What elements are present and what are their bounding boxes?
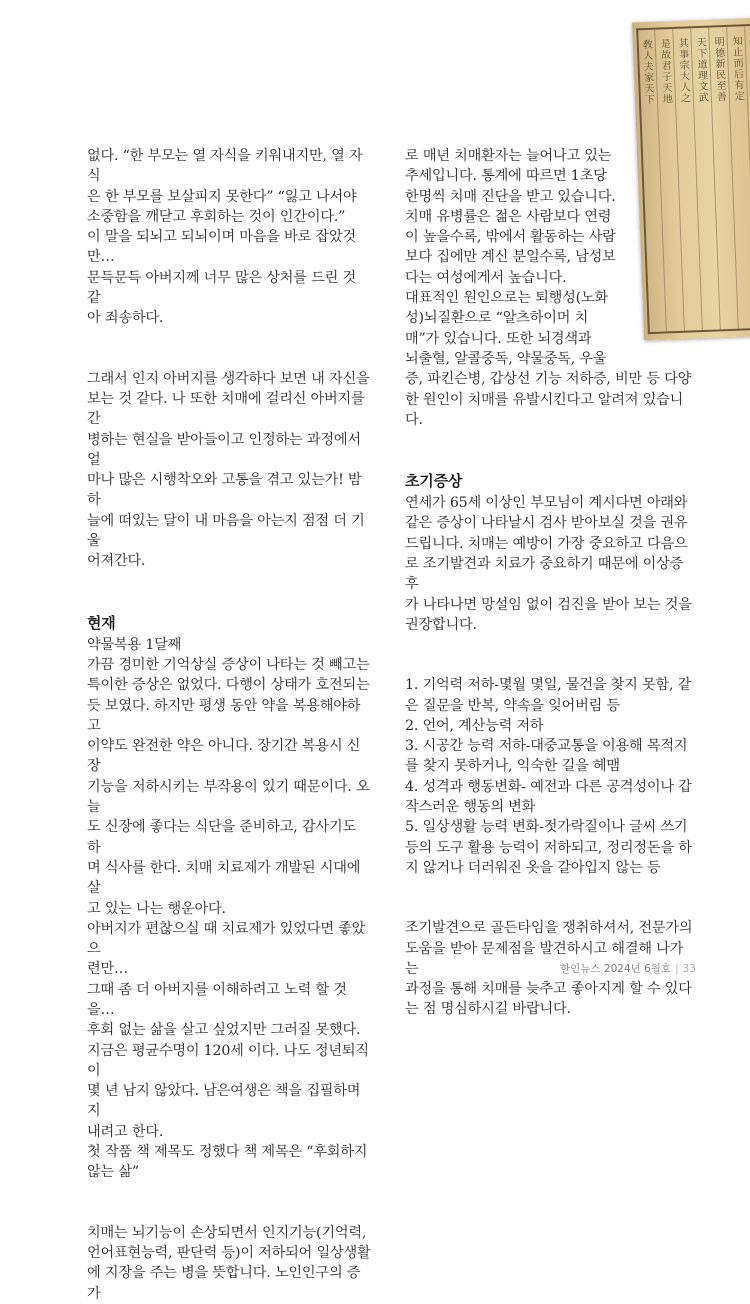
list-item: 작스러운 행동의 변화	[405, 799, 536, 816]
text-line: 치매는 뇌기능이 손상되면서 인지기능(기억력,	[87, 1224, 367, 1241]
publication-name: 한인뉴스 2024년 6월호	[560, 963, 672, 975]
text-line: 대표적인 원인으로는 퇴행성(노화	[405, 290, 609, 307]
text-line: 련만…	[87, 961, 128, 978]
text-line: 아버지가 편찮으실 때 치료제가 있었다면 좋았으	[87, 920, 366, 958]
text-line: 드립니다. 치매는 예방이 가장 중요하고 다음으	[405, 535, 688, 552]
text-line: 가 나타나면 망설임 없이 검진을 받아 보는 것을	[405, 596, 692, 613]
text-line: 도움을 받아 문제점을 발견하시고 해결해 나가는	[405, 940, 684, 977]
intro-paragraph	[87, 146, 373, 329]
text-line: 며 식사를 한다. 치매 치료제가 개발된 시대에 살	[87, 859, 361, 897]
text-line: 은 한 부모를 보살피지 못한다” “잃고 나서야	[87, 188, 357, 205]
text-line: 문득문득 아버지께 너무 많은 상처를 드린 것 같	[87, 269, 356, 307]
text-line: 몇 년 남지 않았다. 남은여생은 책을 집필하며 지	[87, 1083, 361, 1120]
present-paragraph	[87, 635, 373, 1183]
text-line: 특이한 증상은 없었다. 다행이 상태가 호전되는	[87, 677, 370, 694]
text-line: 그때 좀 더 아버지를 이해하려고 노력 할 것을…	[87, 981, 347, 1018]
manuscript-text: 天下道理文武	[696, 37, 710, 104]
text-line: 마나 많은 시행착오와 고통을 겪고 있는가! 밤하	[87, 472, 362, 509]
text-line: 로 조기발견과 치료가 중요하기 때문에 이상증후	[405, 556, 684, 593]
text-line: 약물복용 1달째	[87, 636, 182, 653]
text-line: 연세가 65세 이상인 부모님이 계시다면 아래와	[405, 495, 688, 512]
text-line: 조기발견으로 골든타임을 쟁취하셔서, 전문가의	[405, 920, 693, 937]
text-line: 고 있는 나는 행운아다.	[87, 900, 226, 917]
text-line: 이 말을 되뇌고 되뇌이며 마음을 바로 잡았것만…	[87, 229, 356, 266]
manuscript-text: 其事宗大人之	[678, 38, 692, 105]
text-line: 첫 작품 책 제목도 정했다 책 제목은 “후회하지	[87, 1144, 368, 1161]
text-line: 후회 없는 삶을 살고 싶었지만 그러질 못했다.	[87, 1022, 361, 1039]
list-item: 지 않거나 더러워진 옷을 갈아입지 않는 등	[405, 859, 661, 876]
text-line: 같은 증상이 나타날시 검사 받아보실 것을 권유	[405, 515, 688, 532]
text-line: 언어표현능력, 판단력 등)이 저하되어 일상생활	[87, 1244, 371, 1261]
text-line: 않는 삶”	[87, 1164, 139, 1181]
text-line: 에 지장을 주는 병을 뜻합니다. 노인인구의 증가	[87, 1265, 361, 1302]
list-item: 5. 일상생활 능력 변화-젓가락질이나 글씨 쓰기	[405, 819, 688, 836]
text-line: 내려고 한다.	[87, 1123, 164, 1140]
text-line: 소중함을 깨닫고 후회하는 것이 인간이다.”	[87, 208, 346, 225]
text-line: 아 죄송하다.	[87, 310, 164, 327]
text-line: 한명씩 치매 진단을 받고 있습니다.	[405, 188, 616, 205]
text-line: 과정을 통해 치매를 늦추고 좋아지게 할 수 있다	[405, 981, 692, 998]
text-line: 어져간다.	[87, 553, 146, 570]
text-line: 그래서 인지 아버지를 생각하다 보면 내 자신을	[87, 370, 370, 387]
text-line: 병하는 현실을 받아들이고 인정하는 과정에서 얼	[87, 431, 361, 468]
left-column	[87, 146, 373, 1304]
dementia-definition-paragraph	[87, 1223, 373, 1304]
text-line: 보다 집에만 계신 분일수록, 남성보	[405, 249, 616, 266]
text-line: 뇌출혈, 알콜중독, 약물중독, 우울	[405, 350, 607, 367]
early-symptoms-paragraph	[405, 493, 695, 635]
manuscript-text: 敎人夫家天下	[642, 39, 656, 107]
text-line: 는 점 명심하시길 바랍니다.	[405, 1001, 571, 1018]
list-item: 3. 시공간 능력 저하-대중교통을 이용해 목적지	[405, 738, 688, 755]
text-line: 매”가 있습니다. 또한 뇌경색과	[405, 330, 592, 347]
text-line: 치매 유병률은 젊은 사람보다 연령	[405, 208, 612, 225]
page-number: 33	[682, 963, 696, 975]
page-footer	[560, 961, 696, 976]
text-line: 성)뇌질환으로 “알츠하이머 치	[405, 310, 589, 327]
list-item: 은 질문을 반복, 약속을 잊어버림 등	[405, 697, 620, 714]
text-line: 늘에 떠있는 달이 내 마음을 아는지 점점 더 기울	[87, 512, 365, 550]
text-line: 이 높을수록, 밖에서 활동하는 사람	[405, 229, 616, 246]
right-column	[405, 146, 695, 1020]
footer-divider: |	[675, 963, 679, 975]
text-line: 증, 파킨슨병, 갑상선 기능 저하증, 비만 등 다양	[405, 371, 692, 388]
text-line: 이약도 완전한 약은 아니다. 장기간 복용시 신장	[87, 738, 361, 775]
text-line: 없다. “한 부모는 열 자식을 키워내지만, 열 자식	[87, 148, 363, 185]
text-line: 다는 여성에게서 높습니다.	[405, 269, 567, 286]
section-heading-early-symptoms: 초기증상	[405, 472, 463, 491]
text-line: 권장합니다.	[405, 616, 477, 633]
manuscript-text: 是故君子天地	[660, 39, 674, 106]
text-line: 지금은 평균수명이 120세 이다. 나도 정년퇴직이	[87, 1042, 369, 1079]
reflection-paragraph	[87, 369, 373, 572]
list-item: 1. 기억력 저하-몇월 몇일, 물건을 찾지 못함, 같	[405, 677, 692, 694]
text-line: 듯 보였다. 하지만 평생 동안 약을 복용해야하고	[87, 697, 361, 734]
text-line: 기능을 저하시키는 부작용이 있기 때문이다. 오늘	[87, 778, 370, 816]
manuscript-text: 明德新民至善	[714, 36, 728, 104]
text-line: 한 원인이 치매를 유발시킨다고 알려져 있습니다.	[405, 391, 684, 428]
list-item: 2. 언어, 계산능력 저하	[405, 717, 544, 734]
symptom-list	[405, 675, 695, 878]
section-heading-present: 현재	[87, 613, 116, 632]
text-line: 로 매년 치매환자는 늘어나고 있는	[405, 148, 612, 164]
text-line: 도 신장에 좋다는 식단을 준비하고, 감사기도 하	[87, 819, 356, 856]
text-line: 가끔 경미한 기억상실 증상이 나타는 것 빼고는	[87, 656, 370, 673]
list-item: 를 찾지 못하거나, 익숙한 길을 헤맴	[405, 758, 620, 775]
manuscript-text: 知止而后有定	[732, 36, 746, 103]
text-line: 보는 것 같다. 나 또한 치매에 걸리신 아버지를 간	[87, 390, 365, 428]
stats-paragraph	[405, 146, 695, 430]
list-item: 4. 성격과 행동변화- 예전과 다른 공격성이나 갑	[405, 778, 692, 795]
list-item: 등의 도구 활용 능력이 저하되고, 정리정돈을 하	[405, 839, 692, 856]
text-line: 추세입니다. 통계에 따르면 1초당	[405, 168, 607, 185]
